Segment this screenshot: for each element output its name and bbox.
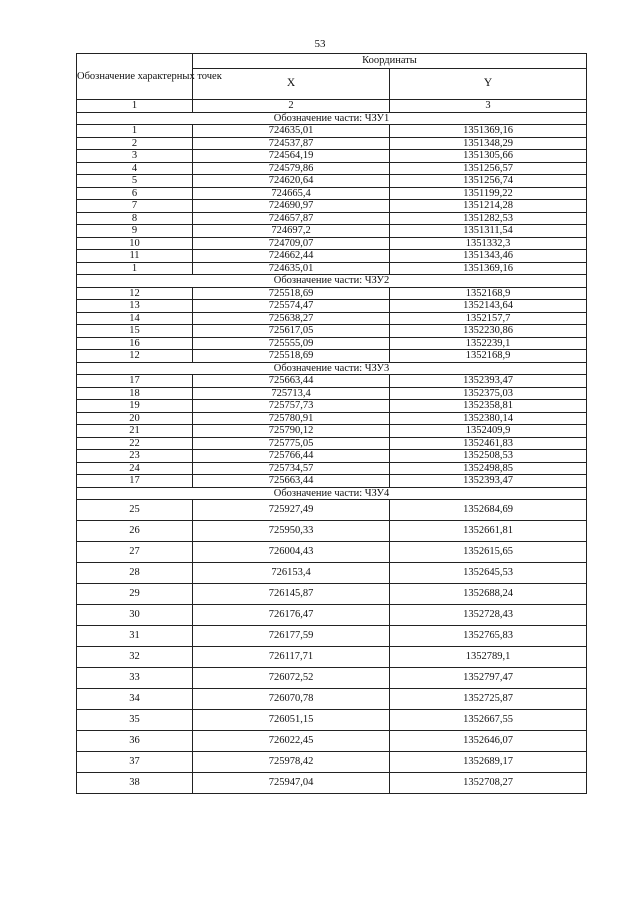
x-coordinate-cell: 724635,01 [193, 262, 390, 275]
y-coordinate-cell: 1352157,7 [390, 312, 587, 325]
table-row [77, 200, 587, 213]
x-coordinate-cell: 724709,07 [193, 237, 390, 250]
x-coordinate-cell: 724690,97 [193, 200, 390, 213]
y-coordinate-cell: 1352661,81 [390, 521, 587, 542]
table-row [77, 475, 587, 488]
table-row [77, 563, 587, 584]
x-coordinate-cell: 725574,47 [193, 300, 390, 313]
table-row [77, 137, 587, 150]
table-row [77, 325, 587, 338]
y-coordinate-cell: 1352615,65 [390, 542, 587, 563]
point-number-cell: 8 [77, 212, 193, 225]
y-coordinate-cell: 1352646,07 [390, 731, 587, 752]
x-coordinate-cell: 724635,01 [193, 125, 390, 138]
x-coordinate-cell: 725638,27 [193, 312, 390, 325]
point-number-cell: 27 [77, 542, 193, 563]
x-coordinate-cell: 725757,73 [193, 400, 390, 413]
x-coordinate-cell: 726070,78 [193, 689, 390, 710]
x-coordinate-cell: 726004,43 [193, 542, 390, 563]
y-coordinate-cell: 1351305,66 [390, 150, 587, 163]
table-row [77, 437, 587, 450]
point-number-cell: 22 [77, 437, 193, 450]
y-header: Y [390, 69, 587, 100]
y-coordinate-cell: 1352143,64 [390, 300, 587, 313]
table-row [77, 450, 587, 463]
point-number-cell: 5 [77, 175, 193, 188]
x-coordinate-cell: 725663,44 [193, 375, 390, 388]
x-coordinate-cell: 725950,33 [193, 521, 390, 542]
table-row [77, 400, 587, 413]
section-title: Обозначение части: ЧЗУ4 [77, 487, 587, 500]
section-header-row [77, 362, 587, 375]
point-number-cell: 24 [77, 462, 193, 475]
point-number-cell: 3 [77, 150, 193, 163]
table-row [77, 542, 587, 563]
point-number-cell: 21 [77, 425, 193, 438]
y-coordinate-cell: 1352689,17 [390, 752, 587, 773]
x-coordinate-cell: 725780,91 [193, 412, 390, 425]
y-coordinate-cell: 1352461,83 [390, 437, 587, 450]
y-coordinate-cell: 1351348,29 [390, 137, 587, 150]
x-coordinate-cell: 726177,59 [193, 626, 390, 647]
x-coordinate-cell: 724665,4 [193, 187, 390, 200]
section-header-row [77, 487, 587, 500]
point-number-cell: 29 [77, 584, 193, 605]
y-coordinate-cell: 1351256,74 [390, 175, 587, 188]
table-row [77, 668, 587, 689]
table-row [77, 773, 587, 794]
x-coordinate-cell: 725947,04 [193, 773, 390, 794]
table-row [77, 752, 587, 773]
table-row [77, 300, 587, 313]
y-coordinate-cell: 1352239,1 [390, 337, 587, 350]
x-coordinate-cell: 726051,15 [193, 710, 390, 731]
x-coordinate-cell: 724537,87 [193, 137, 390, 150]
y-coordinate-cell: 1352168,9 [390, 287, 587, 300]
x-coordinate-cell: 724697,2 [193, 225, 390, 238]
table-row [77, 387, 587, 400]
point-number-cell: 35 [77, 710, 193, 731]
point-number-cell: 14 [77, 312, 193, 325]
table-row [77, 225, 587, 238]
point-number-cell: 36 [77, 731, 193, 752]
x-coordinate-cell: 725713,4 [193, 387, 390, 400]
table-row [77, 125, 587, 138]
point-number-cell: 34 [77, 689, 193, 710]
section-title: Обозначение части: ЧЗУ2 [77, 275, 587, 288]
point-number-cell: 38 [77, 773, 193, 794]
x-coordinate-cell: 724662,44 [193, 250, 390, 263]
point-number-cell: 1 [77, 262, 193, 275]
y-coordinate-cell: 1352393,47 [390, 375, 587, 388]
column-number: 2 [193, 100, 390, 113]
column-number: 1 [77, 100, 193, 113]
point-number-cell: 30 [77, 605, 193, 626]
table-row [77, 731, 587, 752]
y-coordinate-cell: 1352230,86 [390, 325, 587, 338]
x-coordinate-cell: 726117,71 [193, 647, 390, 668]
point-number-cell: 12 [77, 350, 193, 363]
x-coordinate-cell: 725518,69 [193, 350, 390, 363]
point-number-cell: 16 [77, 337, 193, 350]
table-row [77, 605, 587, 626]
y-coordinate-cell: 1352797,47 [390, 668, 587, 689]
y-coordinate-cell: 1352725,87 [390, 689, 587, 710]
section-title: Обозначение части: ЧЗУ1 [77, 112, 587, 125]
y-coordinate-cell: 1352508,53 [390, 450, 587, 463]
x-coordinate-cell: 726022,45 [193, 731, 390, 752]
x-coordinate-cell: 726072,52 [193, 668, 390, 689]
y-coordinate-cell: 1351256,57 [390, 162, 587, 175]
y-coordinate-cell: 1352688,24 [390, 584, 587, 605]
x-coordinate-cell: 725663,44 [193, 475, 390, 488]
x-coordinate-cell: 725617,05 [193, 325, 390, 338]
table-row [77, 287, 587, 300]
y-coordinate-cell: 1352708,27 [390, 773, 587, 794]
y-coordinate-cell: 1351214,28 [390, 200, 587, 213]
y-coordinate-cell: 1351311,54 [390, 225, 587, 238]
table-row [77, 412, 587, 425]
table-row [77, 312, 587, 325]
table-row [77, 584, 587, 605]
table-row [77, 337, 587, 350]
point-number-cell: 2 [77, 137, 193, 150]
table-row [77, 162, 587, 175]
point-number-cell: 11 [77, 250, 193, 263]
y-coordinate-cell: 1352498,85 [390, 462, 587, 475]
y-coordinate-cell: 1352375,03 [390, 387, 587, 400]
point-number-cell: 20 [77, 412, 193, 425]
point-number-cell: 10 [77, 237, 193, 250]
y-coordinate-cell: 1352358,81 [390, 400, 587, 413]
table-row [77, 375, 587, 388]
point-number-cell: 25 [77, 500, 193, 521]
point-number-cell: 18 [77, 387, 193, 400]
x-coordinate-cell: 725927,49 [193, 500, 390, 521]
y-coordinate-cell: 1351369,16 [390, 262, 587, 275]
y-coordinate-cell: 1352380,14 [390, 412, 587, 425]
x-coordinate-cell: 725766,44 [193, 450, 390, 463]
table-row [77, 710, 587, 731]
y-coordinate-cell: 1352645,53 [390, 563, 587, 584]
x-coordinate-cell: 725978,42 [193, 752, 390, 773]
point-number-cell: 31 [77, 626, 193, 647]
table-row [77, 425, 587, 438]
table-row [77, 212, 587, 225]
x-header: X [193, 69, 390, 100]
point-number-cell: 37 [77, 752, 193, 773]
table-row [77, 262, 587, 275]
point-number-cell: 17 [77, 375, 193, 388]
column-number: 3 [390, 100, 587, 113]
point-number-cell: 15 [77, 325, 193, 338]
table-row [77, 187, 587, 200]
y-coordinate-cell: 1352168,9 [390, 350, 587, 363]
table-row [77, 462, 587, 475]
x-coordinate-cell: 724657,87 [193, 212, 390, 225]
table-row [77, 237, 587, 250]
y-coordinate-cell: 1351282,53 [390, 212, 587, 225]
x-coordinate-cell: 726176,47 [193, 605, 390, 626]
y-coordinate-cell: 1351369,16 [390, 125, 587, 138]
y-coordinate-cell: 1352393,47 [390, 475, 587, 488]
table-row [77, 626, 587, 647]
point-number-cell: 12 [77, 287, 193, 300]
x-coordinate-cell: 724564,19 [193, 150, 390, 163]
table-row [77, 150, 587, 163]
point-number-cell: 17 [77, 475, 193, 488]
point-label-header: Обозначение характерных точек [77, 54, 193, 100]
table-row [77, 175, 587, 188]
x-coordinate-cell: 726145,87 [193, 584, 390, 605]
table-row [77, 689, 587, 710]
point-number-cell: 9 [77, 225, 193, 238]
x-coordinate-cell: 725518,69 [193, 287, 390, 300]
section-header-row [77, 275, 587, 288]
y-coordinate-cell: 1352789,1 [390, 647, 587, 668]
y-coordinate-cell: 1351343,46 [390, 250, 587, 263]
y-coordinate-cell: 1352728,43 [390, 605, 587, 626]
point-number-cell: 32 [77, 647, 193, 668]
x-coordinate-cell: 724620,64 [193, 175, 390, 188]
point-number-cell: 28 [77, 563, 193, 584]
point-number-cell: 6 [77, 187, 193, 200]
table-row [77, 250, 587, 263]
x-coordinate-cell: 725790,12 [193, 425, 390, 438]
x-coordinate-cell: 725734,57 [193, 462, 390, 475]
point-number-cell: 4 [77, 162, 193, 175]
coordinates-table [76, 53, 587, 794]
page-number: 53 [314, 38, 326, 50]
point-number-cell: 33 [77, 668, 193, 689]
table-row [77, 500, 587, 521]
section-header-row [77, 112, 587, 125]
point-number-cell: 26 [77, 521, 193, 542]
table-row [77, 350, 587, 363]
point-number-cell: 7 [77, 200, 193, 213]
y-coordinate-cell: 1352765,83 [390, 626, 587, 647]
x-coordinate-cell: 724579,86 [193, 162, 390, 175]
point-number-cell: 1 [77, 125, 193, 138]
x-coordinate-cell: 725555,09 [193, 337, 390, 350]
x-coordinate-cell: 725775,05 [193, 437, 390, 450]
point-number-cell: 23 [77, 450, 193, 463]
table-row [77, 647, 587, 668]
y-coordinate-cell: 1351332,3 [390, 237, 587, 250]
y-coordinate-cell: 1352684,69 [390, 500, 587, 521]
point-number-cell: 13 [77, 300, 193, 313]
point-number-cell: 19 [77, 400, 193, 413]
x-coordinate-cell: 726153,4 [193, 563, 390, 584]
table-body [77, 112, 587, 794]
y-coordinate-cell: 1352667,55 [390, 710, 587, 731]
coordinates-header: Координаты [193, 54, 587, 69]
y-coordinate-cell: 1351199,22 [390, 187, 587, 200]
section-title: Обозначение части: ЧЗУ3 [77, 362, 587, 375]
y-coordinate-cell: 1352409,9 [390, 425, 587, 438]
table-row [77, 521, 587, 542]
